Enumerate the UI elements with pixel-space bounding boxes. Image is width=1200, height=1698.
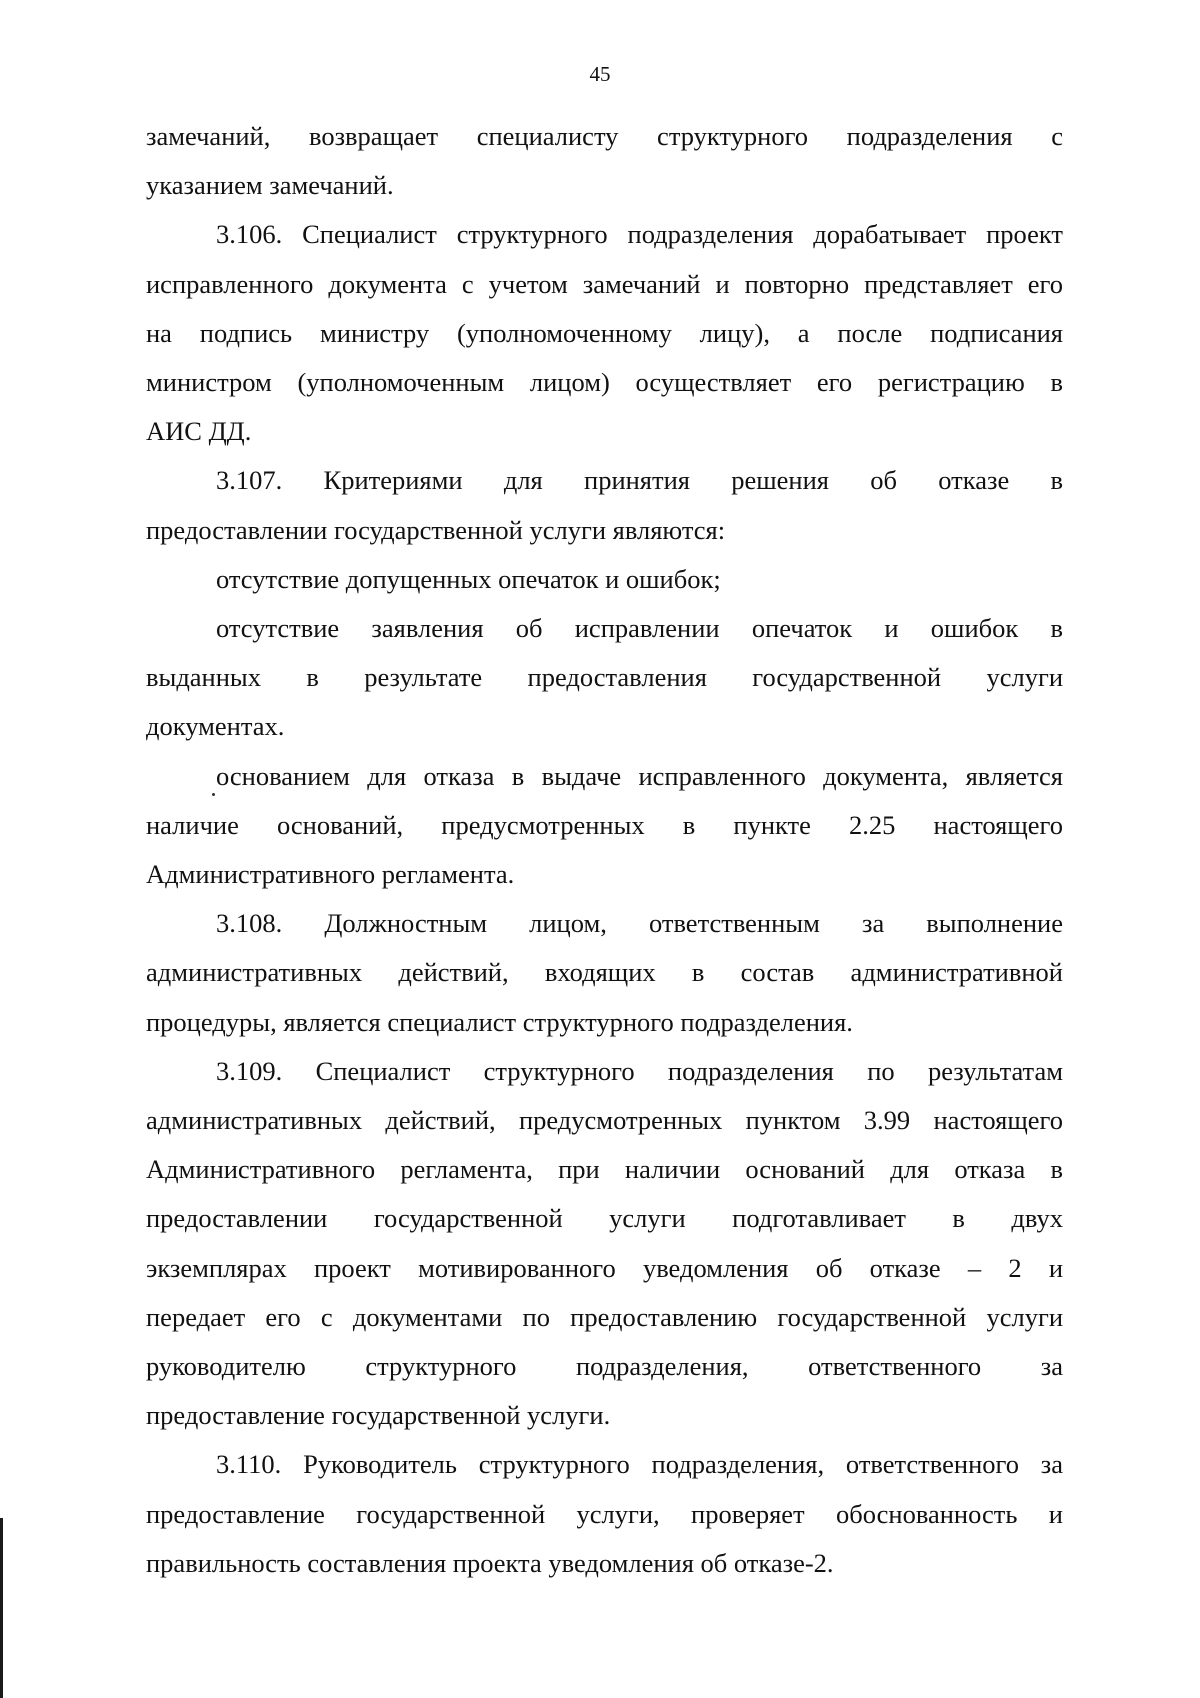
paragraph-line: предоставление государственной услуги. [146,1400,611,1431]
scan-speck [212,793,215,796]
paragraph-line: наличие оснований, предусмотренных в пункте 2.25 настоящего [146,809,1063,840]
paragraph-line: экземплярах проект мотивированного уведомления об отказе – 2 и [146,1252,1063,1283]
paragraph-line: административных действий, входящих в состав административной [146,957,1063,988]
document-body [146,112,1063,1588]
paragraph-line: предоставлении государственной услуги подготавливает в двух [146,1203,1063,1234]
paragraph-line: АИС ДД. [146,416,252,447]
paragraph-line: указанием замечаний. [146,170,394,201]
paragraph-line: 3.106. Специалист структурного подразделения дорабатывает проект [216,219,1063,250]
paragraph-line: основанием для отказа в выдаче исправленного документа, является [216,760,1063,791]
paragraph-line: руководителю структурного подразделения, ответственного за [146,1351,1063,1382]
paragraph-line: 3.107. Критериями для принятия решения об отказе в [216,465,1063,496]
paragraph-line: Административного регламента, при наличии оснований для отказа в [146,1154,1063,1185]
paragraph-line: документах. [146,711,285,742]
scan-edge-bar [0,1518,3,1698]
paragraph-line: 3.109. Специалист структурного подразделения по результатам [216,1055,1063,1086]
paragraph-line: исправленного документа с учетом замечаний и повторно представляет его [146,268,1063,299]
paragraph-line: 3.110. Руководитель структурного подразделения, ответственного за [216,1449,1063,1480]
paragraph-line: предоставление государственной услуги, проверяет обоснованность и [146,1498,1063,1529]
paragraph-line: отсутствие заявления об исправлении опечаток и ошибок в [216,613,1063,644]
paragraph-line: министром (уполномоченным лицом) осуществляет его регистрацию в [146,367,1063,398]
paragraph-line: передает его с документами по предоставлению государственной услуги [146,1301,1063,1332]
paragraph-line: 3.108. Должностным лицом, ответственным за выполнение [216,908,1063,939]
paragraph-line: замечаний, возвращает специалисту структурного подразделения с [146,121,1063,151]
paragraph-line: выданных в результате предоставления государственной услуги [146,662,1063,693]
paragraph-line: процедуры, является специалист структурного подразделения. [146,1006,853,1037]
paragraph-line: предоставлении государственной услуги являются: [146,514,726,545]
paragraph-line: правильность составления проекта уведомления об отказе-2. [146,1547,834,1578]
paragraph-line: административных действий, предусмотренных пунктом 3.99 настоящего [146,1105,1063,1136]
page-number: 45 [589,62,611,86]
paragraph-line: Административного регламента. [146,859,515,890]
paragraph-line: на подпись министру (уполномоченному лицу), а после подписания [146,317,1063,348]
paragraph-line: отсутствие допущенных опечаток и ошибок; [216,563,721,594]
